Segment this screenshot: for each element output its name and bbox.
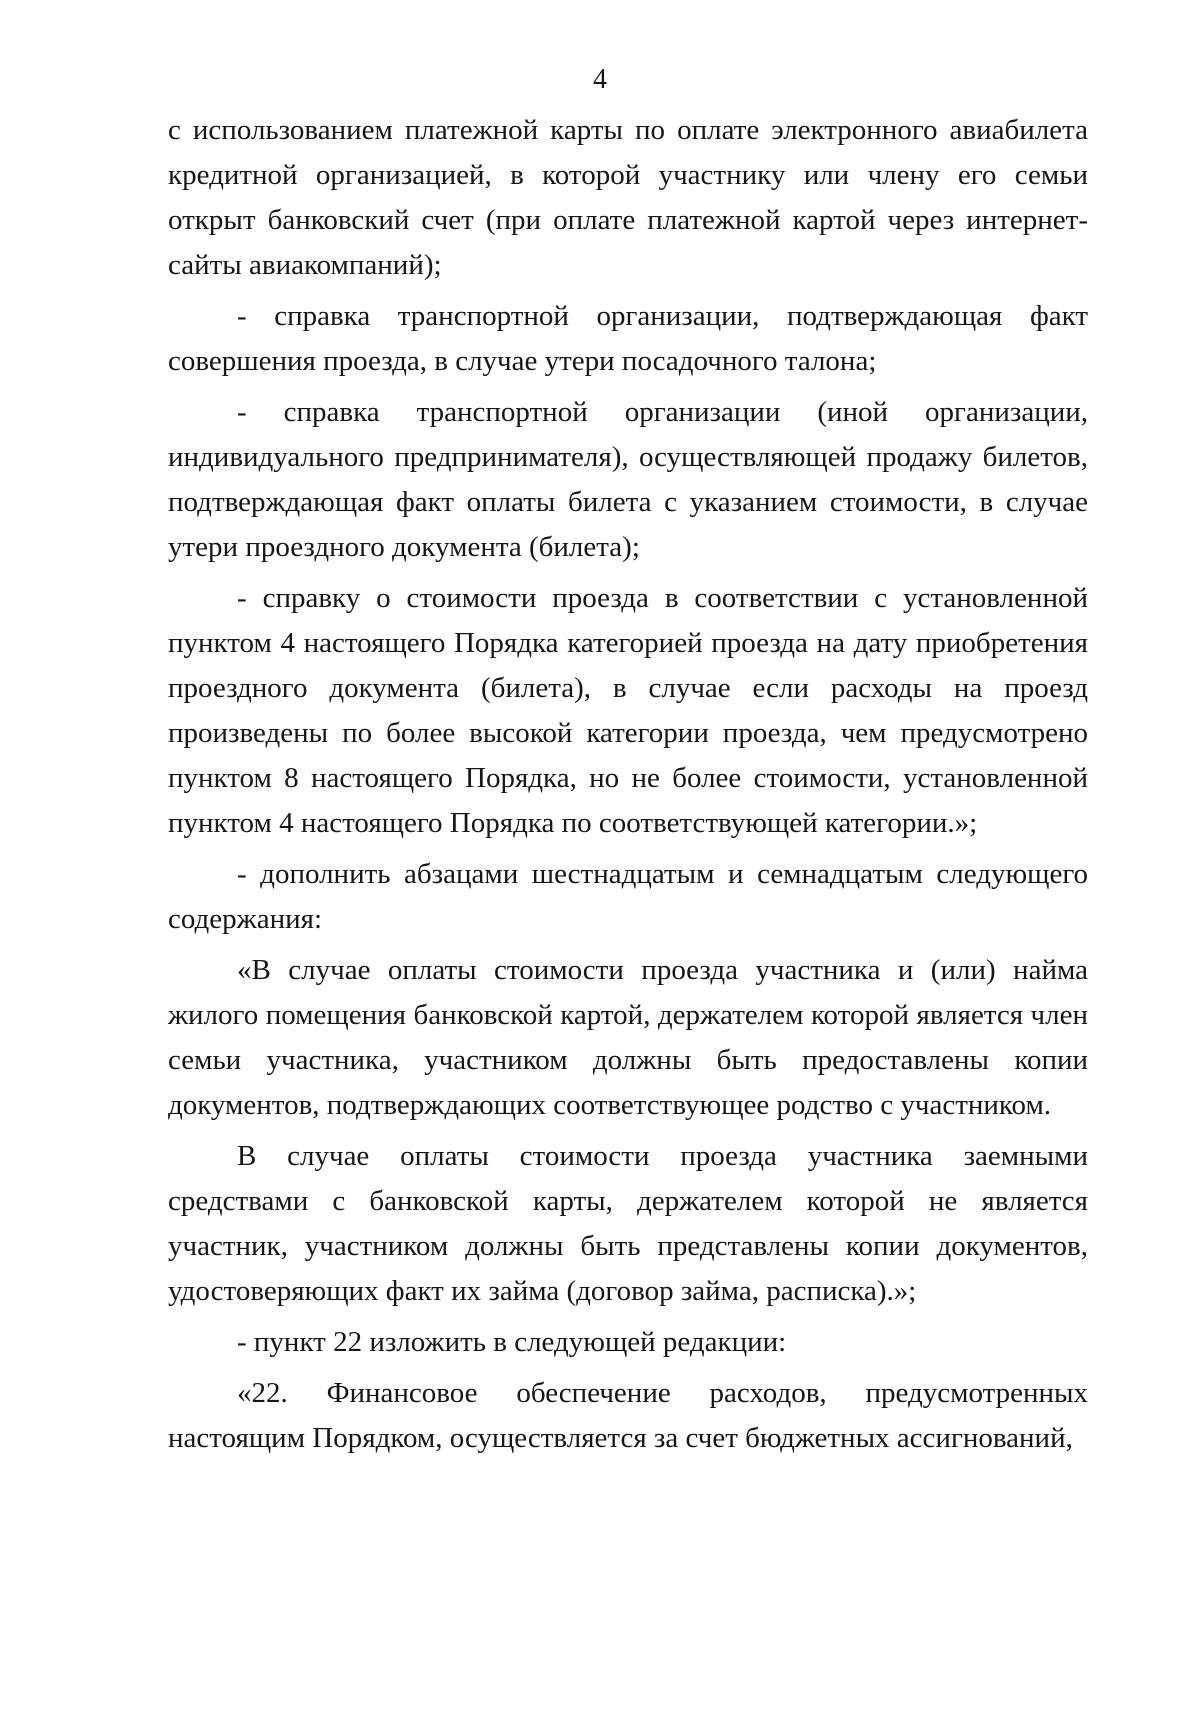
paragraph: с использованием платежной карты по оплате электронного авиабилета кредитной организацией, в которой участнику или члену его семьи открыт банковский счет (при оплате платежной картой через интернет-сайты авиакомпаний); (168, 114, 1088, 281)
page-number: 4 (593, 64, 607, 95)
paragraph: В случае оплаты стоимости проезда участника заемными средствами с банковской карты, держателем которой не является участник, участником должны быть представлены копии документов, удостоверяющих факт их займа (договор займа, расписка).»; (168, 1140, 1088, 1307)
paragraph: - пункт 22 изложить в следующей редакции: (237, 1326, 787, 1358)
paragraph: «22. Финансовое обеспечение расходов, предусмотренных настоящим Порядком, осуществляется за счет бюджетных ассигнований, (168, 1377, 1088, 1454)
paragraph: - дополнить абзацами шестнадцатым и семнадцатым следующего содержания: (168, 858, 1088, 935)
document-body (168, 108, 1088, 1467)
paragraph: - справку о стоимости проезда в соответствии с установленной пунктом 4 настоящего Порядка категорией проезда на дату приобретения проездного документа (билета), в случае если расходы на проезд произведены по более высокой категории проезда, чем предусмотрено пунктом 8 настоящего Порядка, но не более стоимости, установленной пунктом 4 настоящего Порядка по соответствующей категории.»; (168, 582, 1088, 839)
paragraph: - справка транспортной организации (иной организации, индивидуального предпринимателя), осуществляющей продажу билетов, подтверждающая факт оплаты билета с указанием стоимости, в случае утери проездного документа (билета); (168, 396, 1088, 563)
paragraph: - справка транспортной организации, подтверждающая факт совершения проезда, в случае утери посадочного талона; (168, 300, 1088, 377)
paragraph: «В случае оплаты стоимости проезда участника и (или) найма жилого помещения банковской картой, держателем которой является член семьи участника, участником должны быть предоставлены копии документов, подтверждающих соответствующее родство с участником. (168, 954, 1088, 1121)
